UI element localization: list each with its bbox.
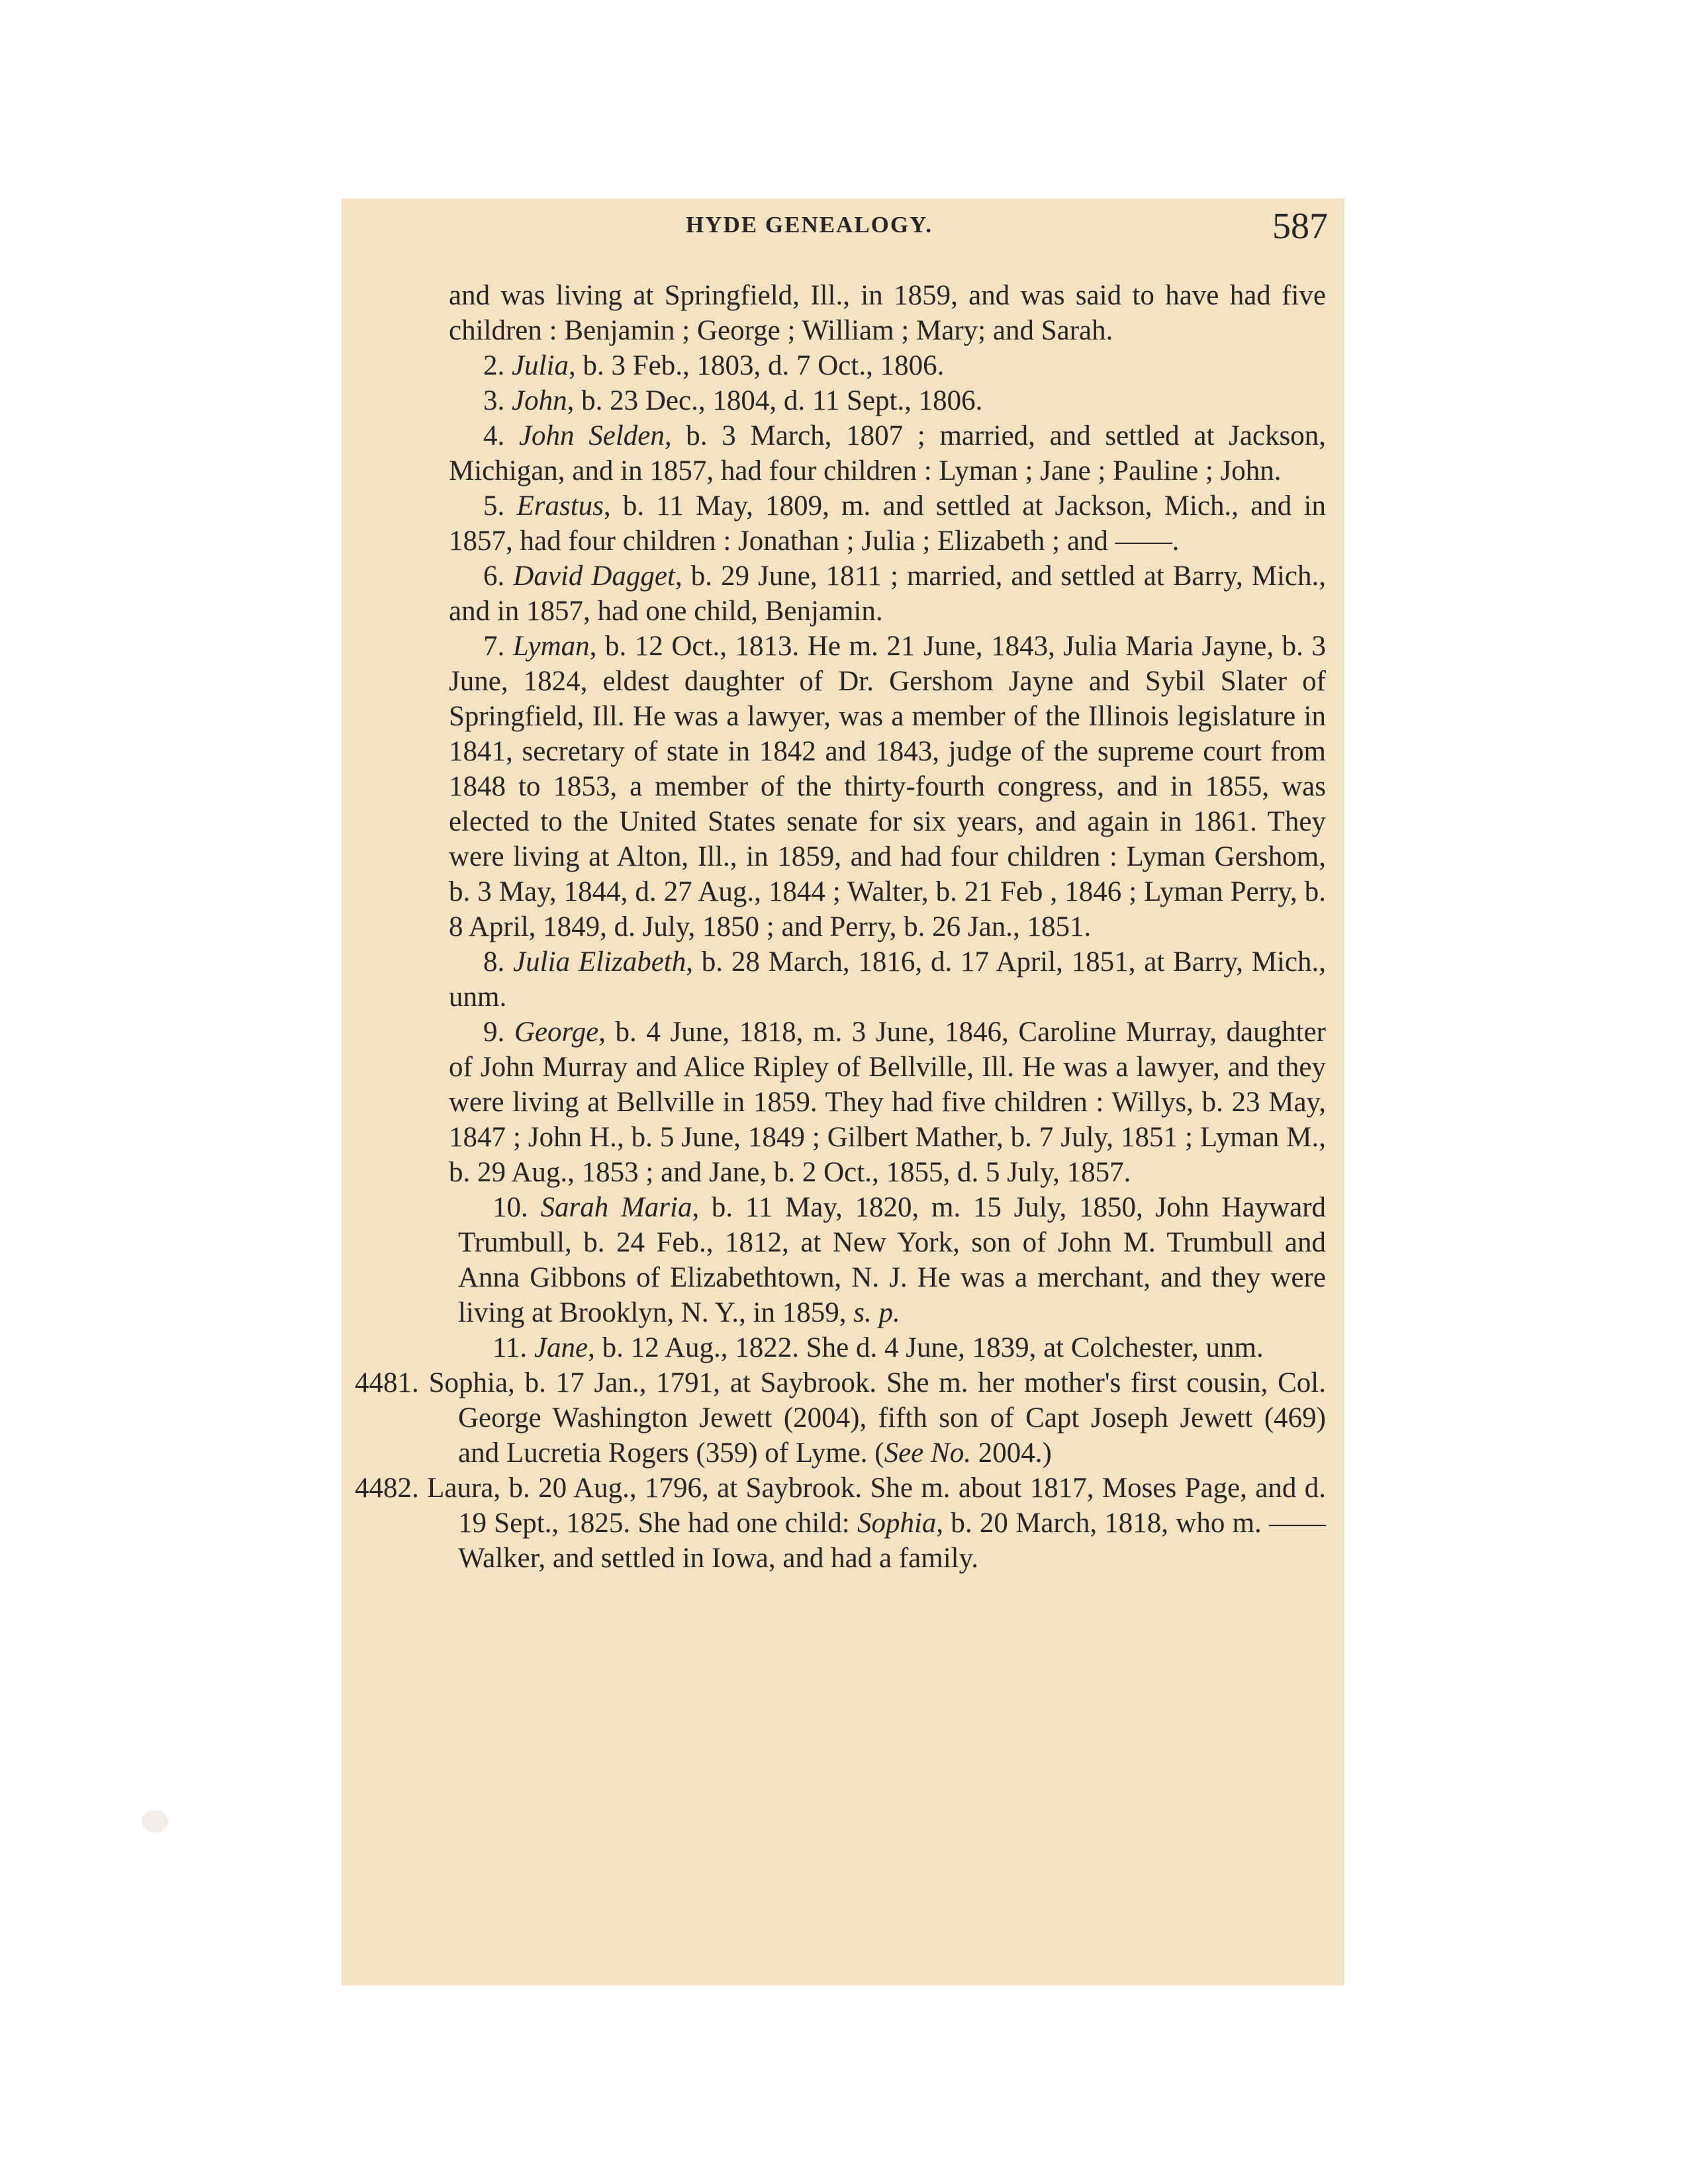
genealogy-entry [342,1471,1344,1576]
text-segment: 2. [483,350,512,381]
text-segment: , b. 12 Oct., 1813. He m. 21 June, 1843, Julia Maria Jayne, b. 3 June, 1824, eldest daughter of Dr. Gershom Jayne and Sybil Slater of Springfield, Ill. He was a lawyer, was a member of the Illinois legislature in 1841, secretary of state in 1842 and 1843, judge of the supreme court from 1848 to 1853, a member of the thirty-fourth congress, and in 1855, was elected to the United States senate for six years, and again in 1861. They were living at Alton, Ill., in 1859, and had four children : Lyman Gershom, b. 3 May, 1844, d. 27 Aug., 1844 ; Walter, b. 21 Feb , 1846 ; Lyman Perry, b. 8 April, 1849, d. July, 1850 ; and Perry, b. 26 Jan., 1851. [449,631,1327,942]
text-segment: 9. [483,1017,514,1048]
running-head [342,205,1344,251]
text-segment: , b. 29 June, 1811 ; married, and settled at Barry, Mich., and in 1857, had one child, Benjamin. [449,561,1326,627]
child-entry [342,488,1344,559]
running-title: HYDE GENEALOGY. [686,212,933,238]
italic-text: Jane [534,1332,588,1363]
text-segment: , b. 3 March, 1807 ; married, and settled at Jackson, Michigan, and in 1857, had four children : Lyman ; Jane ; Pauline ; John. [449,420,1326,486]
child-entry [342,383,1344,418]
text-segment: and was living at Springfield, Ill., in 1859, and was said to have had five children : Benjamin ; George ; William ; Mary; and Sarah. [449,280,1326,346]
scan-blemish [142,1810,168,1833]
text-segment: 5. [483,490,517,522]
text-segment: , b. 12 Aug., 1822. She d. 4 June, 1839, at Colchester, unm. [588,1332,1264,1363]
italic-text: Erastus [516,490,604,522]
text-segment: 11. [492,1332,534,1363]
child-entry [342,559,1344,629]
child-entry [342,1330,1344,1365]
italic-text: Julia Elizabeth [513,946,686,978]
page-number: 587 [1272,206,1328,247]
text-segment: 10. [492,1192,541,1223]
italic-text: Lyman [512,631,590,662]
text-segment: 8. [483,946,514,978]
text-segment: 3. [483,385,512,416]
continued-paragraph [342,278,1344,348]
italic-text: Julia [512,350,569,381]
child-entry [342,629,1344,944]
italic-text: George [514,1017,599,1048]
text-segment: , b. 20 March, 1818, who m. —— Walker, and settled in Iowa, and had a family. [458,1508,1326,1574]
text-segment: , b. 28 March, 1816, d. 17 April, 1851, at Barry, Mich., unm. [449,946,1327,1013]
italic-text: David Dagget [513,561,675,592]
child-entry [342,1015,1344,1190]
italic-text: s. p. [853,1297,900,1328]
text-segment: , b. 11 May, 1809, m. and settled at Jackson, Mich., and in 1857, had four children : Jonathan ; Julia ; Elizabeth ; and ——. [449,490,1326,557]
text-segment: , b. 11 May, 1820, m. 15 July, 1850, John Hayward Trumbull, b. 24 Feb., 1812, at New York, son of John M. Trumbull and Anna Gibbons of Elizabethtown, N. J. He was a merchant, and they were living at Brooklyn, N. Y., in 1859, [458,1192,1327,1328]
genealogy-entry [342,1365,1344,1471]
text-segment: , b. 23 Dec., 1804, d. 11 Sept., 1806. [567,385,983,416]
text-segment: , b. 4 June, 1818, m. 3 June, 1846, Caroline Murray, daughter of John Murray and Alice Ripley of Bellville, Ill. He was a lawyer, and they were living at Bellville in 1859. They had five children : Willys, b. 23 May, 1847 ; John H., b. 5 June, 1849 ; Gilbert Mather, b. 7 July, 1851 ; Lyman M., b. 29 Aug., 1853 ; and Jane, b. 2 Oct., 1855, d. 5 July, 1857. [449,1017,1326,1188]
text-segment: 4482. Laura, b. 20 Aug., 1796, at Saybrook. She m. about 1817, Moses Page, and d. 19 Sept., 1825. She had one child: [355,1473,1326,1539]
italic-text: John [512,385,567,416]
child-entry [342,418,1344,488]
child-entry [342,944,1344,1015]
book-page [342,199,1344,1985]
text-segment: 4481. Sophia, b. 17 Jan., 1791, at Saybrook. She m. her mother's first cousin, Col. George Washington Jewett (2004), fifth son of Capt Joseph Jewett (469) and Lucretia Rogers (359) of Lyme. ( [355,1367,1326,1469]
italic-text: Sarah Maria [540,1192,692,1223]
text-segment: 2004.) [970,1437,1052,1469]
child-entry [342,348,1344,383]
text-segment: , b. 3 Feb., 1803, d. 7 Oct., 1806. [568,350,945,381]
italic-text: Sophia [857,1508,937,1539]
child-entry [342,1190,1344,1330]
text-body [342,278,1344,1576]
text-segment: 4. [483,420,519,451]
text-segment: 6. [483,561,514,592]
text-segment: 7. [483,631,513,662]
italic-text: John Selden [518,420,665,451]
italic-text: See No. [884,1437,971,1469]
